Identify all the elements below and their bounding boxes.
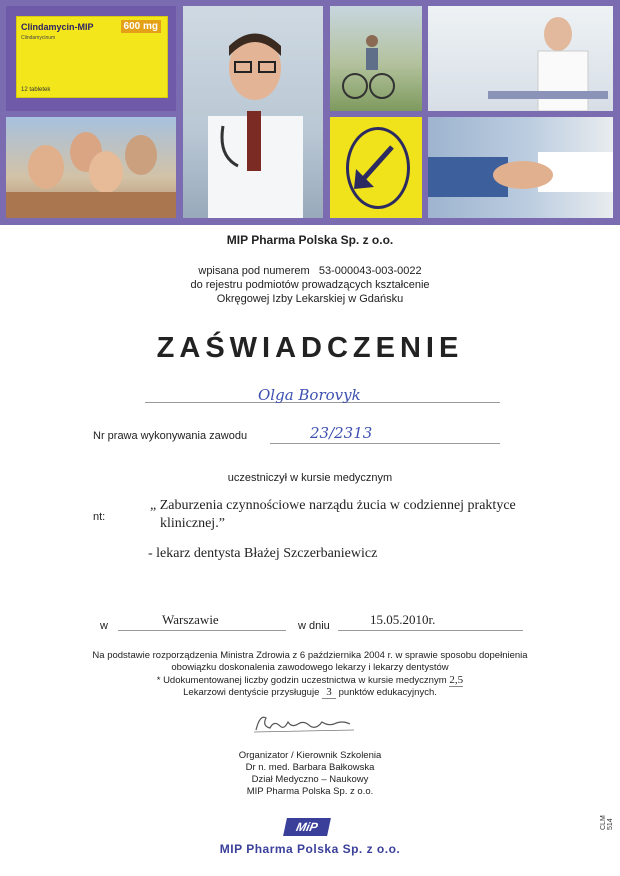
- registration-prefix: wpisana pod numerem: [198, 265, 310, 277]
- footer-company: MIP Pharma Polska Sp. z o.o.: [219, 842, 401, 856]
- family-photo: [6, 117, 176, 218]
- points-value: 3: [322, 686, 336, 699]
- product-dose: 600 mg: [121, 20, 161, 33]
- arrow-logo-tile: [330, 117, 422, 218]
- organizer-role: Organizator / Kierownik Szkolenia: [238, 750, 382, 761]
- organizer-block: [0, 750, 620, 798]
- license-line: [270, 443, 500, 444]
- legal-line2: obowiązku doskonalenia zawodowego lekarzy i lekarzy dentystów: [171, 662, 449, 673]
- legal-line1: Na podstawie rozporządzenia Ministra Zdrowia z 6 października 2004 r. w sprawie sposobu dopełnienia: [92, 650, 528, 661]
- organization-name: MIP Pharma Polska Sp. z o.o.: [226, 233, 394, 247]
- cyclists-illustration: [330, 6, 422, 111]
- doctor-illustration: [183, 6, 323, 218]
- place: Warszawie: [162, 612, 219, 627]
- hours-value: 2,5: [449, 674, 464, 686]
- organizer-company: MIP Pharma Polska Sp. z o.o.: [246, 786, 374, 797]
- mip-logo: MiP: [283, 818, 331, 836]
- lab-photo: [428, 6, 613, 111]
- date: 15.05.2010r.: [370, 612, 436, 627]
- course-title-line1: „ Zaburzenia czynnościowe narządu żucia w codziennej praktyce: [150, 498, 516, 513]
- product-name: Clindamycin-MIP: [21, 22, 94, 32]
- doctor-photo: [183, 6, 323, 218]
- course-label: nt:: [93, 511, 106, 523]
- place-line: [118, 630, 286, 631]
- course-title-line2: klinicznej.”: [160, 516, 225, 531]
- registration-line2: do rejestru podmiotów prowadzących kształcenie: [190, 279, 430, 291]
- legal-line4-suffix: punktów edukacyjnych.: [338, 687, 437, 698]
- legal-line4-row: [0, 686, 620, 699]
- family-illustration: [6, 117, 176, 218]
- legal-line4-prefix: Lekarzowi dentyście przysługuje: [183, 687, 320, 698]
- product-count: 12 tabletek: [21, 87, 51, 93]
- product-subtitle: Clindamycinum: [21, 35, 56, 41]
- handshake-photo: [428, 117, 613, 218]
- recipient-name: Olga Borovyk: [258, 386, 361, 404]
- document-code: CLM 514: [600, 815, 614, 830]
- lecturer: - lekarz dentysta Błażej Szczerbaniewicz: [148, 546, 378, 561]
- signature-image: [250, 712, 360, 734]
- product-box: [16, 16, 168, 98]
- registration-line3: Okręgowej Izby Lekarskiej w Gdańsku: [216, 293, 404, 305]
- lab-illustration: [428, 6, 613, 111]
- organizer-name: Dr n. med. Barbara Bałkowska: [245, 762, 375, 773]
- header-collage: [0, 0, 620, 225]
- date-line: [338, 630, 523, 631]
- cyclists-photo: [330, 6, 422, 111]
- legal-line3: * Udokumentowanej liczby godzin uczestnictwa w kursie medycznym: [156, 675, 447, 686]
- registration-info: [0, 264, 620, 306]
- product-photo: [6, 6, 176, 111]
- handshake-illustration: [428, 117, 613, 218]
- page-title: ZAŚWIADCZENIE: [156, 332, 464, 364]
- attended-text: uczestniczył w kursie medycznym: [227, 472, 393, 484]
- place-label: w: [100, 620, 108, 632]
- date-label: w dniu: [298, 620, 330, 632]
- registration-number: 53-000043-003-0022: [318, 265, 422, 277]
- arrow-icon: [330, 117, 422, 218]
- organizer-dept: Dział Medyczno – Naukowy: [251, 774, 369, 785]
- license-number: 23/2313: [310, 424, 373, 442]
- license-label: Nr prawa wykonywania zawodu: [93, 430, 248, 442]
